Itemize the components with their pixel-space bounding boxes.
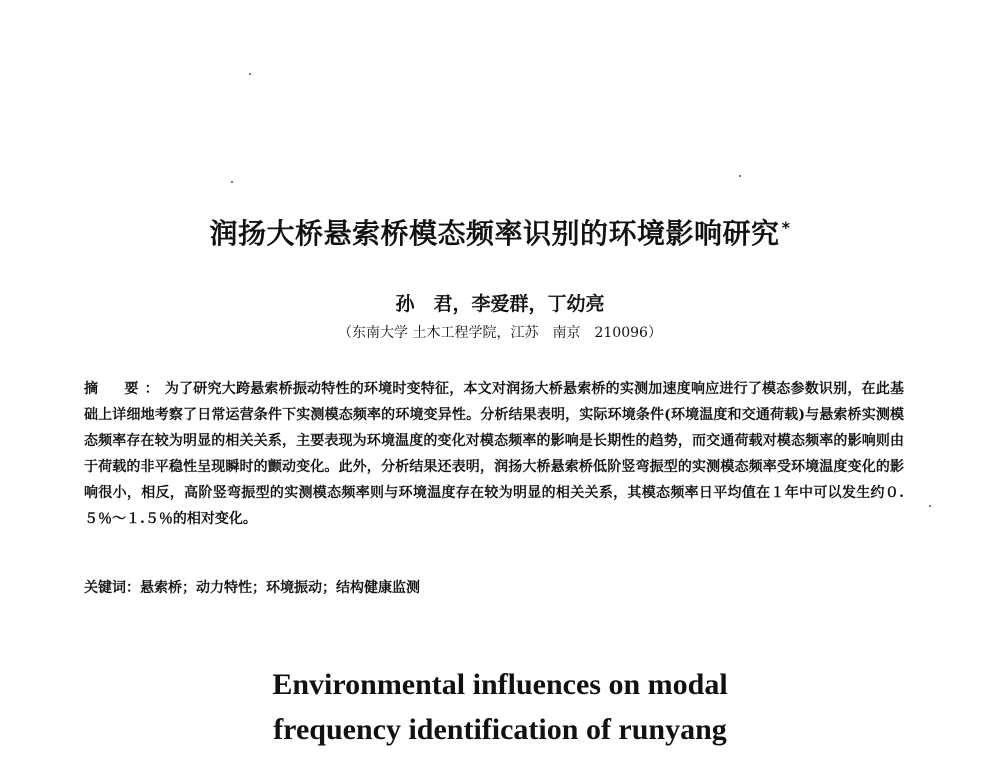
scan-speck <box>249 73 251 75</box>
english-title-line-1: Environmental influences on modal <box>272 668 728 701</box>
authors: 孙 君，李爱群，丁幼亮 <box>395 293 605 315</box>
keywords-label: 关键词： <box>84 580 140 596</box>
keywords <box>84 577 904 597</box>
title-footnote-mark: * <box>781 217 791 237</box>
abstract <box>84 376 904 532</box>
chinese-title-text: 润扬大桥悬索桥模态频率识别的环境影响研究 <box>209 217 780 250</box>
abstract-text: 为了研究大跨悬索桥振动特性的环境时变特征，本文对润扬大桥悬索桥的实测加速度响应进行了模态参数识别，在此基础上详细地考察了日常运营条件下实测模态频率的环境变异性。分析结果表明，实际环境条件(环境温度和交通荷载)与悬索桥实测模态频率存在较为明显的相关关系，主要表现为环境温度的变化对模态频率的影响是长期性的趋势，而交通荷载对模态频率的影响则由于荷载的非平稳性呈现瞬时的颤动变化。此外，分析结果还表明，润扬大桥悬索桥低阶竖弯振型的实测模态频率受环境温度变化的影响很小，相反，高阶竖弯振型的实测模态频率则与环境温度存在较为明显的相关关系，其模态频率日平均值在１年中可以发生约０.５％～１.５％的相对变化。 <box>84 381 904 527</box>
scan-speck <box>739 175 741 177</box>
keywords-text: 悬索桥；动力特性；环境振动；结构健康监测 <box>140 580 420 596</box>
abstract-label: 摘 要： <box>84 381 165 397</box>
scan-speck <box>929 505 931 507</box>
scan-speck <box>231 181 233 183</box>
chinese-title <box>0 212 1000 252</box>
affiliation: （东南大学 土木工程学院，江苏 南京 210096） <box>338 325 662 341</box>
english-title-line-2: frequency identification of runyang <box>273 713 727 746</box>
